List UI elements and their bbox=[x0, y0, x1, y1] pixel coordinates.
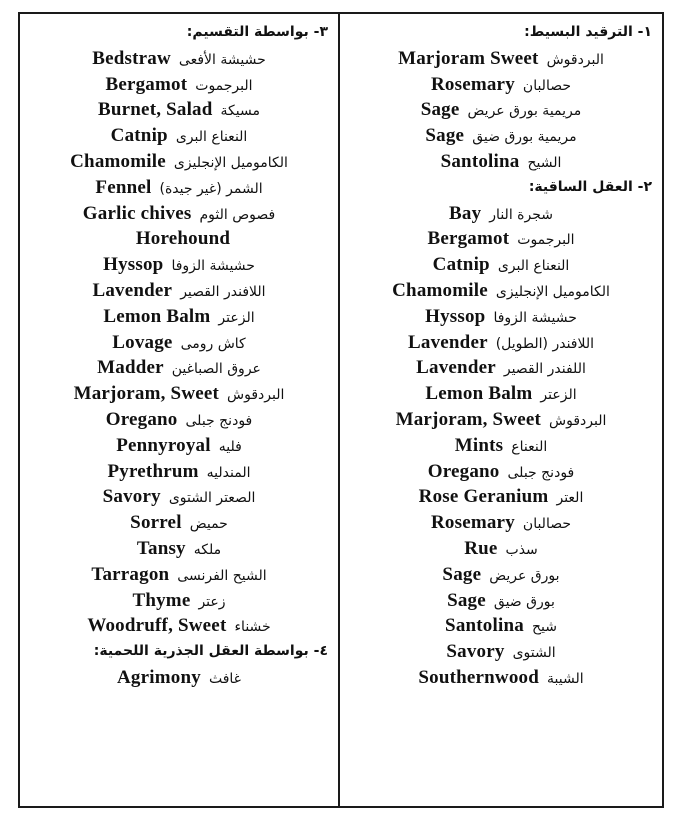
herb-row bbox=[340, 123, 662, 149]
herb-row bbox=[340, 72, 662, 98]
herb-arabic-name: البردقوش bbox=[227, 387, 285, 404]
herb-row bbox=[20, 355, 338, 381]
herb-row bbox=[20, 588, 338, 614]
herb-english-name: Tansy bbox=[136, 537, 186, 559]
herb-english-name: Santolina bbox=[445, 615, 524, 637]
herb-arabic-name: فودنج جبلى bbox=[185, 412, 253, 429]
herb-english-name: Chamomile bbox=[70, 150, 166, 172]
herb-arabic-name: الشيبة bbox=[547, 670, 584, 687]
herb-arabic-name: حصالبان bbox=[522, 77, 572, 94]
herb-row bbox=[340, 433, 662, 459]
herb-english-name: Garlic chives bbox=[82, 202, 192, 224]
herb-arabic-name: ملكه bbox=[193, 541, 222, 558]
herb-row bbox=[20, 46, 338, 72]
herb-arabic-name: كاش رومى bbox=[180, 335, 246, 352]
herb-row bbox=[20, 536, 338, 562]
herb-english-name: Horehound bbox=[135, 228, 231, 250]
herb-english-name: Bergamot bbox=[105, 73, 188, 95]
herb-arabic-name: خشناء bbox=[234, 619, 271, 636]
herb-row bbox=[340, 149, 662, 175]
herb-arabic-name: النعناع bbox=[511, 438, 548, 455]
herb-english-name: Oregano bbox=[427, 460, 500, 482]
herb-arabic-name: النعناع البرى bbox=[497, 258, 570, 275]
herb-row bbox=[340, 355, 662, 381]
herb-english-name: Sorrel bbox=[130, 512, 182, 534]
herb-english-name: Thyme bbox=[132, 589, 191, 611]
herb-arabic-name: حشيشة الزوفا bbox=[171, 258, 255, 275]
herb-row bbox=[20, 175, 338, 201]
herb-arabic-name: الصعتر الشتوى bbox=[168, 490, 256, 507]
herb-row bbox=[20, 510, 338, 536]
herb-english-name: Lavender bbox=[92, 279, 173, 301]
herb-row bbox=[20, 252, 338, 278]
herb-english-name: Sage bbox=[420, 99, 460, 121]
herb-arabic-name: عروق الصباغين bbox=[171, 361, 261, 378]
herb-arabic-name: بورق عريض bbox=[489, 567, 560, 584]
herb-arabic-name: سذب bbox=[505, 541, 538, 558]
herb-arabic-name: الكاموميل الإنجليزى bbox=[173, 154, 288, 171]
herb-arabic-name: الشيح الفرنسى bbox=[177, 567, 267, 584]
herb-english-name: Marjoram Sweet bbox=[398, 47, 539, 69]
section-heading: ١- الترقيد البسيط: bbox=[524, 24, 652, 40]
herb-arabic-name: مسيكة bbox=[220, 103, 260, 120]
herb-english-name: Pyrethrum bbox=[107, 460, 199, 482]
herb-row bbox=[340, 407, 662, 433]
herb-row bbox=[340, 46, 662, 72]
herb-row bbox=[20, 330, 338, 356]
herb-arabic-name: حصالبان bbox=[522, 516, 572, 533]
herb-english-name: Chamomile bbox=[392, 279, 488, 301]
herb-english-name: Southernwood bbox=[418, 666, 540, 688]
herb-arabic-name: اللفندر القصير bbox=[503, 361, 586, 378]
herb-row bbox=[340, 97, 662, 123]
herb-arabic-name: الشتوى bbox=[512, 645, 556, 662]
herb-arabic-name: البرجموت bbox=[195, 77, 253, 94]
herb-english-name: Rue bbox=[464, 537, 498, 559]
herb-english-name: Mints bbox=[454, 434, 504, 456]
herb-row bbox=[340, 665, 662, 691]
herb-arabic-name: زعتر bbox=[198, 593, 226, 610]
herb-row bbox=[20, 484, 338, 510]
herb-english-name: Lavender bbox=[416, 357, 496, 379]
herb-row bbox=[340, 252, 662, 278]
herb-arabic-name: مريمية بورق عريض bbox=[467, 103, 582, 120]
herb-row bbox=[340, 226, 662, 252]
herb-row bbox=[340, 459, 662, 485]
herb-english-name: Woodruff, Sweet bbox=[87, 615, 227, 637]
herb-row bbox=[340, 562, 662, 588]
herb-row bbox=[20, 562, 338, 588]
herb-english-name: Fennel bbox=[95, 176, 152, 198]
left-column bbox=[20, 20, 338, 691]
herb-arabic-name: مريمية بورق ضيق bbox=[472, 129, 577, 146]
herb-row bbox=[340, 304, 662, 330]
herb-row bbox=[20, 304, 338, 330]
herb-propagation-table bbox=[18, 12, 664, 808]
herb-arabic-name: اللافندر (الطويل) bbox=[495, 335, 594, 352]
herb-arabic-name: البردقوش bbox=[546, 51, 604, 68]
herb-arabic-name: بورق ضيق bbox=[493, 593, 555, 610]
herb-arabic-name: فصوص الثوم bbox=[199, 206, 276, 223]
herb-row bbox=[20, 459, 338, 485]
herb-english-name: Oregano bbox=[105, 408, 178, 430]
herb-english-name: Sage bbox=[442, 563, 482, 585]
herb-row bbox=[20, 381, 338, 407]
herb-row bbox=[20, 433, 338, 459]
herb-row bbox=[340, 278, 662, 304]
herb-arabic-name: البردقوش bbox=[549, 412, 607, 429]
herb-english-name: Madder bbox=[97, 357, 164, 379]
herb-arabic-name: الشيح bbox=[527, 154, 562, 171]
herb-arabic-name: البرجموت bbox=[517, 232, 575, 249]
herb-english-name: Bergamot bbox=[427, 228, 510, 250]
herb-row bbox=[20, 72, 338, 98]
herb-row bbox=[340, 381, 662, 407]
herb-english-name: Burnet, Salad bbox=[98, 99, 213, 121]
herb-row bbox=[20, 278, 338, 304]
herb-arabic-name: شيح bbox=[531, 619, 557, 636]
herb-english-name: Rosemary bbox=[430, 512, 515, 534]
herb-arabic-name: الشمر (غير جيدة) bbox=[159, 180, 263, 197]
herb-row bbox=[340, 510, 662, 536]
herb-english-name: Hyssop bbox=[103, 254, 164, 276]
herb-english-name: Lemon Balm bbox=[425, 383, 533, 405]
herb-english-name: Bay bbox=[449, 202, 482, 224]
herb-row bbox=[340, 536, 662, 562]
herb-row bbox=[340, 330, 662, 356]
section-heading: ٣- بواسطة التقسيم: bbox=[186, 24, 328, 40]
herb-english-name: Agrimony bbox=[117, 666, 201, 688]
section-heading: ٤- بواسطة العقل الجذرية اللحمية: bbox=[93, 643, 328, 660]
herb-row bbox=[20, 123, 338, 149]
herb-arabic-name: غافث bbox=[208, 670, 241, 687]
herb-english-name: Savory bbox=[446, 641, 505, 663]
herb-english-name: Marjoram, Sweet bbox=[73, 383, 220, 405]
herb-english-name: Bedstraw bbox=[92, 47, 171, 69]
herb-english-name: Marjoram, Sweet bbox=[395, 408, 542, 430]
herb-row bbox=[340, 639, 662, 665]
herb-row bbox=[20, 97, 338, 123]
herb-arabic-name: حميض bbox=[189, 516, 228, 533]
herb-arabic-name: فليه bbox=[218, 438, 242, 455]
herb-english-name: Sage bbox=[447, 589, 486, 611]
herb-row bbox=[20, 613, 338, 639]
herb-arabic-name: العتر bbox=[556, 490, 584, 507]
herb-row bbox=[340, 588, 662, 614]
herb-row bbox=[340, 613, 662, 639]
herb-arabic-name: الزعتر bbox=[218, 309, 255, 326]
herb-row bbox=[20, 665, 338, 691]
herb-english-name: Rosemary bbox=[430, 73, 515, 95]
herb-arabic-name: اللافندر القصير bbox=[180, 283, 266, 300]
section-heading: ٢- العقل الساقية: bbox=[528, 178, 652, 195]
herb-english-name: Lemon Balm bbox=[103, 305, 211, 327]
herb-arabic-name: فودنج جبلى bbox=[507, 464, 575, 481]
herb-english-name: Rose Geranium bbox=[418, 486, 549, 508]
herb-english-name: Savory bbox=[102, 486, 161, 508]
herb-row bbox=[20, 201, 338, 227]
herb-english-name: Santolina bbox=[440, 150, 520, 172]
herb-row bbox=[340, 484, 662, 510]
herb-row bbox=[20, 149, 338, 175]
herb-arabic-name: حشيشة الزوفا bbox=[493, 309, 577, 326]
herb-english-name: Pennyroyal bbox=[116, 434, 211, 456]
herb-row bbox=[340, 201, 662, 227]
herb-arabic-name: حشيشة الأفعى bbox=[178, 51, 266, 68]
herb-arabic-name: الكاموميل الإنجليزى bbox=[495, 283, 610, 300]
right-column bbox=[340, 20, 662, 691]
herb-arabic-name: النعناع البرى bbox=[175, 129, 248, 146]
herb-row bbox=[20, 407, 338, 433]
herb-english-name: Catnip bbox=[432, 254, 490, 276]
herb-english-name: Tarragon bbox=[91, 563, 170, 585]
herb-english-name: Sage bbox=[425, 125, 465, 147]
herb-english-name: Catnip bbox=[110, 125, 168, 147]
herb-english-name: Lavender bbox=[408, 331, 488, 353]
herb-english-name: Hyssop bbox=[425, 305, 486, 327]
herb-english-name: Lovage bbox=[112, 331, 173, 353]
herb-arabic-name: الزعتر bbox=[540, 387, 577, 404]
herb-row bbox=[20, 226, 338, 252]
herb-arabic-name: شجرة النار bbox=[489, 206, 553, 223]
herb-arabic-name: المندليه bbox=[206, 464, 251, 481]
